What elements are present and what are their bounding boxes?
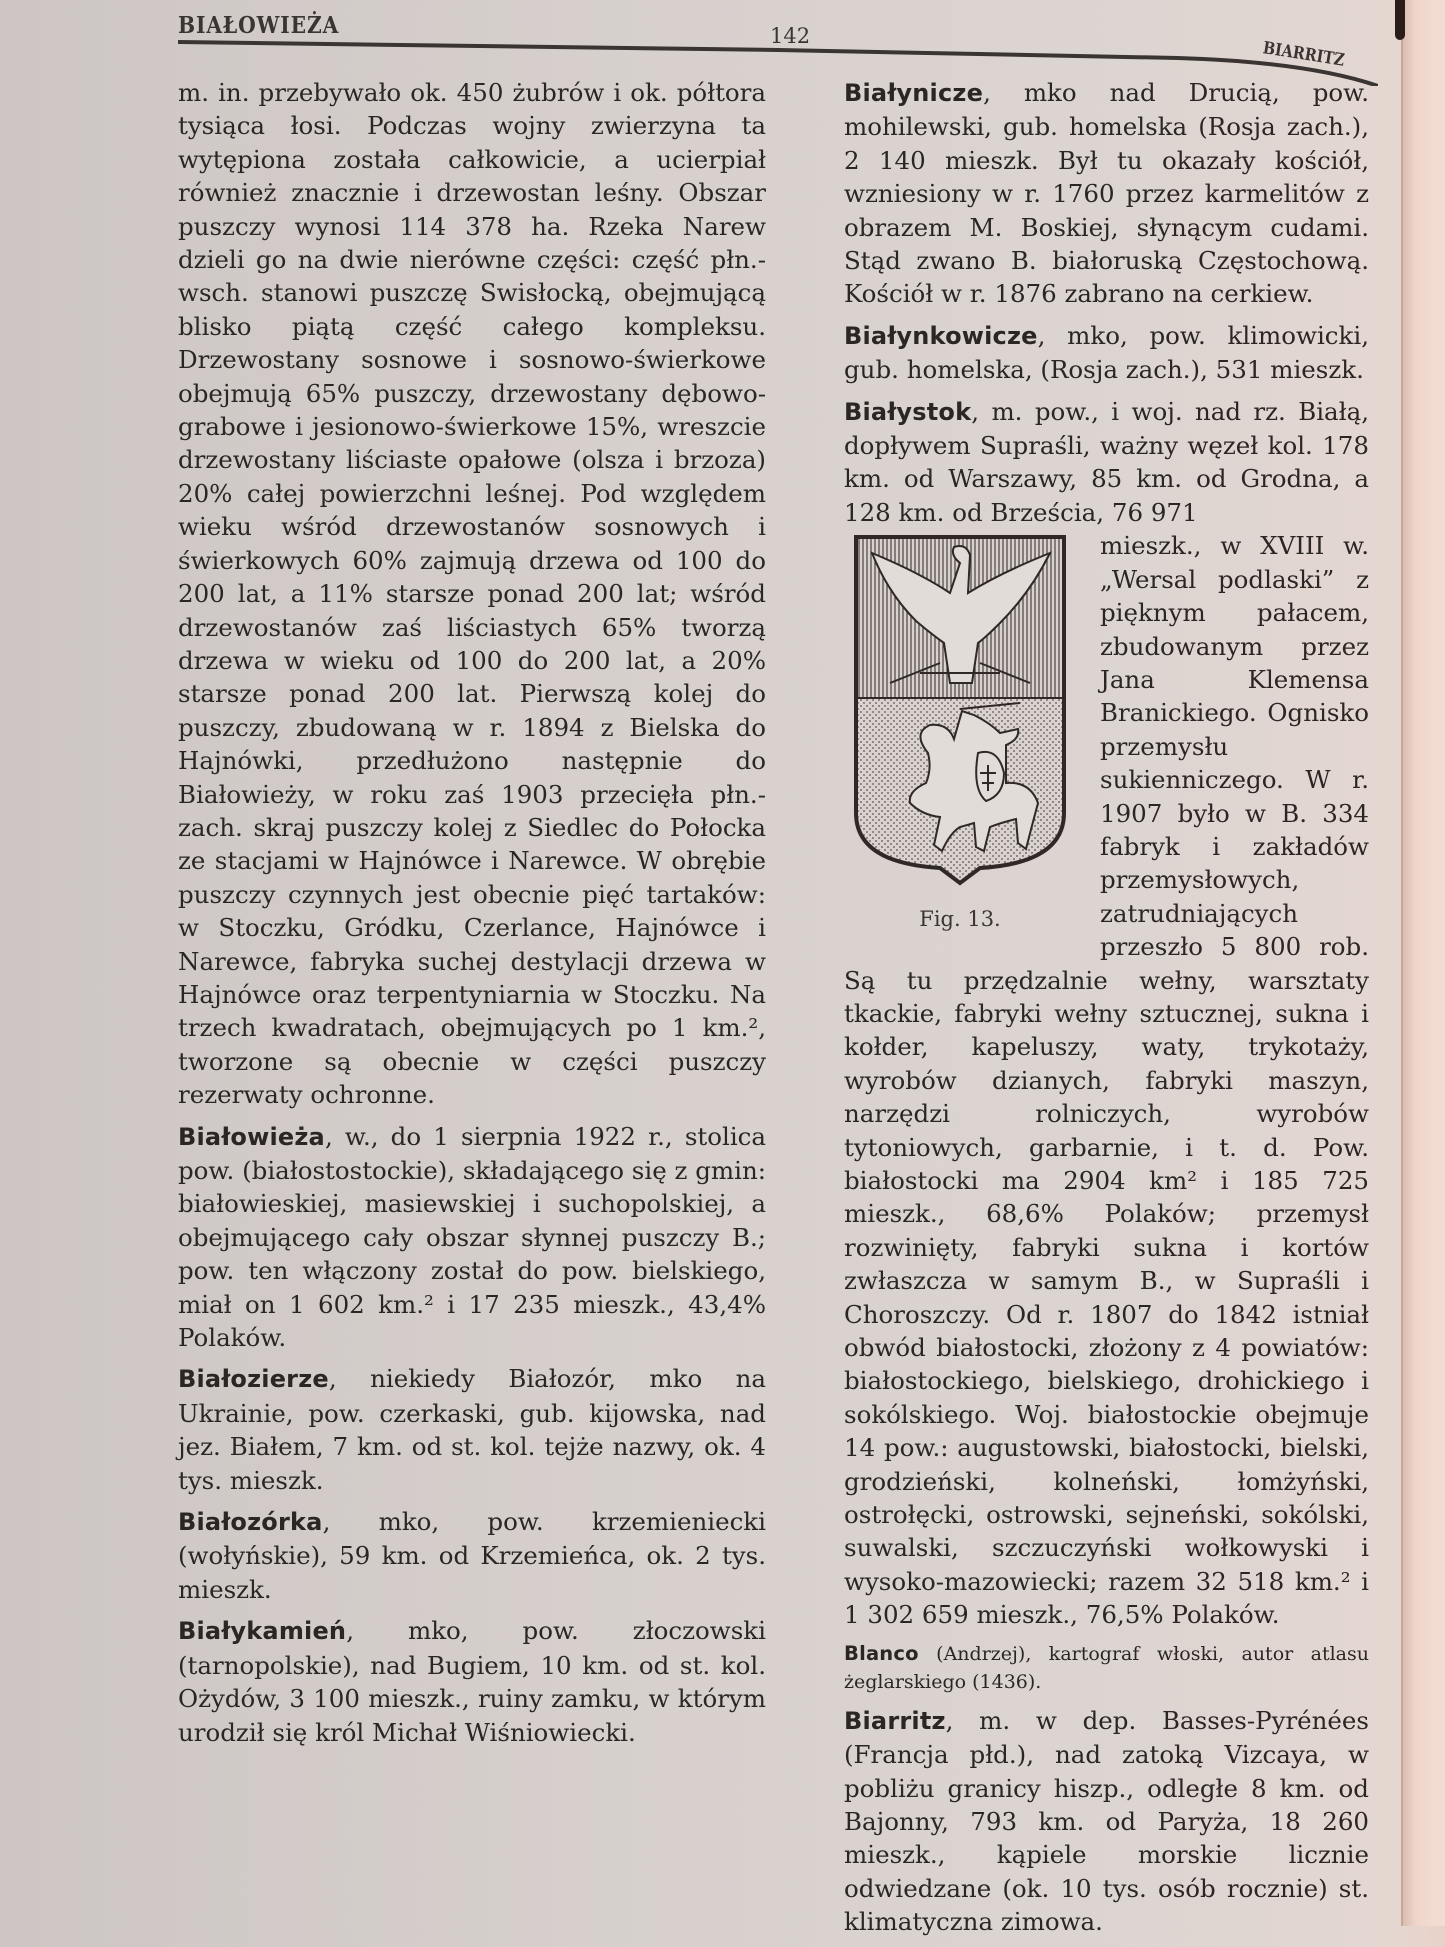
headword: Białozierze [178,1365,329,1394]
adjacent-page-edge [1401,0,1445,1926]
headword: Białozórka [178,1508,323,1537]
headword: Białynicze [844,79,984,107]
headword: Białynkowicze [844,321,1038,350]
headword: Białowieża [178,1122,325,1151]
headword: Białystok [844,397,972,426]
left-column [178,76,766,1757]
headword: Blanco [844,1641,919,1665]
entry-text: , m. w dep. Basses-Pyrénées (Francja płd.), nad zatoką Vizcaya, w pobliżu granicy hiszp., odległe 8 km. od Bajonny, 793 km. od Paryża, 18 260 mieszk., kąpiele morskie licznie odwiedzane (ok. 10 tys. osób rocznie) st. klimatyczna zimowa. [844,1705,1369,1937]
entry-bialozierze [178,1362,766,1497]
figure-caption: Fig. 13. [919,907,1001,932]
coat-of-arms-icon [850,533,1070,893]
book-gutter-shadow [1395,0,1405,40]
entry-text: , mko, pow. klimowicki, gub. homelska, (Rosja zach.), 531 mieszk. [844,320,1369,385]
entry-bialynicze [844,76,1369,311]
running-head-left: BIAŁOWIEŻA [178,12,340,39]
entry-text: , mko nad Drucią, pow. mohilewski, gub. homelska (Rosja zach.), 2 140 mieszk. Był tu okazały kościół, wzniesiony w r. 1760 przez karmelitów z obrazem M. Boskiej, słynącym cudami. Stąd zwano B. białoruską Częstochową. Kościół w r. 1876 zabrano na cerkiew. [844,78,1369,309]
entry-bialowieza [178,1120,766,1355]
right-column [844,76,1369,1947]
figure-13 [844,533,1076,943]
continuation-text: m. in. przebywało ok. 450 żubrów i ok. półtora tysiąca łosi. Podczas wojny zwierzyna ta wytępiona została całkowicie, a ucierpiał również znacznie i drzewostan leśny. Obszar puszczy wynosi 114 378 ha. Rzeka Narew dzieli go na dwie nierówne części: część płn.-wsch. stanowi puszczę Swisłocką, obejmującą blisko piątą część całego kompleksu. Drzewostany sosnowe i sosnowo-świerkowe obejmują 65% puszczy, drzewostany dębowo-grabowe i jesionowo-świerkowe 15%, wreszcie drzewostany liściaste opałowe (olsza i brzoza) 20% całej powierzchni leśnej. Pod względem wieku wśród drzewostanów sosnowych i świerkowych 60% zajmują drzewa od 100 do 200 lat, a 11% starsze ponad 200 lat; wśród drzewostanów zaś liściastych 65% tworzą drzewa w wieku od 100 do 200 lat, a 20% starsze ponad 200 lat. Pierwszą kolej do puszczy, zbudowaną w r. 1894 z Bielska do Hajnówki, przedłużono następnie do Białowieży, w roku zaś 1903 przecięła płn.-zach. skraj puszczy kolej z Siedlec do Połocka ze stacjami w Hajnówce i Narewce. W obrębie puszczy czynnych jest obecnie pięć tartaków: w Stoczku, Gródku, Czerlance, Hajnówce i Narewce, fabryka suchej destylacji drzewa w Hajnówce oraz terpentyniarnia w Stoczku. Na trzech kwadratach, obejmujących po 1 km.², tworzone są obecnie w części puszczy rezerwaty ochronne. [178,78,766,1110]
page-header [178,6,1378,76]
page-number: 142 [770,24,811,48]
entry-text: , w., do 1 sierpnia 1922 r., stolica pow. (białostostockie), składającego się z gmin: białowieskiej, masiewskiej i suchopolskiej, a obejmującego cały obszar słynnej puszczy B.; pow. ten włączony został do pow. bielskiego, miał on 1 602 km.² i 17 235 mieszk., 43,4% Polaków. [178,1121,766,1353]
entry-text: , mko, pow. złoczowski (tarnopolskie), nad Bugiem, 10 km. od st. kol. Ożydów, 3 100 mieszk., ruiny zamku, w którym urodził się król Michał Wiśniowiecki. [178,1616,766,1747]
headword: Białykamień [178,1617,347,1646]
entry-blanco [844,1640,1369,1696]
entry-bialystok [844,395,1369,1632]
entry-text-after-figure: mieszk., w XVIII w. „Wersal podlaski” z pięknym pałacem, zbudowanym przez Jana Klemensa Branickiego. Ognisko przemysłu sukienniczego. W r. 1907 było w B. 334 fabryk i zakładów przemysłowych, zatrudniających przeszło 5 800 rob. Są tu przędzalnie wełny, warsztaty tkackie, fabryki wełny sztucznej, sukna i kołder, kapeluszy, waty, trykotaży, wyrobów dzianych, fabryki maszyn, narzędzi rolniczych, wyrobów tytoniowych, garbarnie, i t. d. Pow. białostocki ma 2904 km² i 185 725 mieszk., 68,6% Polaków; przemysł rozwinięty, fabryki sukna i kortów zwłaszcza w samym B., w Supraśli i Choroszczy. Od r. 1807 do 1842 istniał obwód białostocki, złożony z 4 powiatów: białostockiego, bielskiego, drohickiego i sokólskiego. Woj. białostockie obejmuje 14 pow.: augustowski, białostocki, bielski, grodzieński, kolneński, łomżyński, ostrołęcki, ostrowski, sejneński, sokólski, suwalski, szczuczyński wołkowyski i wysoko-mazowiecki; razem 32 518 km.² i 1 302 659 mieszk., 76,5% Polaków. [844,531,1369,1630]
entry-biarritz [844,1704,1369,1939]
entry-text: , mko, pow. krzemieniecki (wołyńskie), 59 km. od Krzemieńca, ok. 2 tys. mieszk. [178,1507,766,1604]
entry-bialykamien [178,1614,766,1749]
entry-text: (Andrzej), kartograf włoski, autor atlasu żeglarskiego (1436). [844,1642,1369,1693]
entry-continuation [178,76,766,1112]
entry-text-before-figure: , m. pow., i woj. nad rz. Białą, dopływem Supraśli, ważny węzeł kol. 178 km. od Warszawy, 85 km. od Grodna, a 128 km. od Brześcia, 76 971 [844,396,1369,527]
entry-text: , niekiedy Białozór, mko na Ukrainie, pow. czerkaski, gub. kijowska, nad jez. Białem, 7 km. od st. kol. tejże nazwy, ok. 4 tys. mieszk. [178,1364,766,1495]
headword: Biarritz [844,1706,946,1735]
entry-bialozorka [178,1505,766,1606]
entry-bialynkowicze [844,319,1369,387]
running-head-right: BIARRITZ [1261,38,1346,71]
